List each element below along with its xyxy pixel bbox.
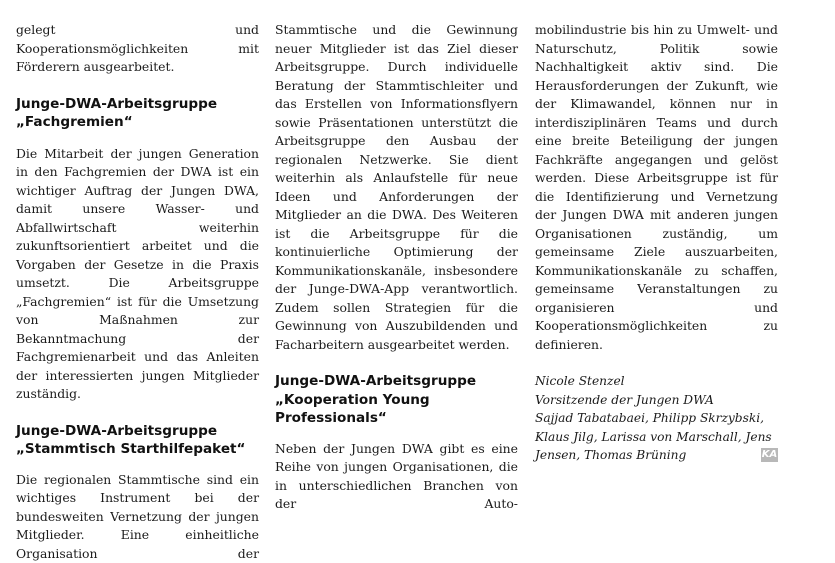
signature-block (535, 372, 778, 465)
column-2 (275, 0, 518, 514)
signature-authors-line1: Sajjad Tabatabaei, Philipp Skrzybski, (535, 409, 778, 428)
heading-fachgremien-line2: „Fachgremien“ (16, 113, 259, 132)
paragraph-fachgremien: Die Mitarbeit der jungen Generation in den Fachgremien der DWA ist ein wichtiger Auftrag der Jungen DWA, damit unsere Wasser- und Abfallwirtschaft weiterhin zukunftsorientiert arbeitet und die Vorgaben der Gesetze in die Praxis umsetzt. Die Arbeitsgruppe „Fachgremien“ ist für die Umsetzung von Maßnahmen zur Bekanntmachung der Fachgremienarbeit und das Anleiten der interessierten jungen Mitglieder zuständig. (16, 145, 259, 404)
heading-kooperation-line2: „Kooperation Young (275, 391, 518, 410)
heading-stammtisch-line2: „Stammtisch Starthilfepaket“ (16, 440, 259, 459)
ka-logo: KA (761, 448, 778, 462)
signature-authors-line2: Klaus Jilg, Larissa von Marschall, Jens (535, 428, 778, 447)
column-3 (535, 0, 778, 465)
signature-authors-line3 (535, 446, 778, 465)
paragraph-kooperation: Neben der Jungen DWA gibt es eine Reihe von jungen Organisationen, die in unterschiedlichen Branchen von der Auto- (275, 440, 518, 514)
heading-stammtisch-line1: Junge-DWA-Arbeitsgruppe (16, 422, 259, 441)
heading-kooperation-line1: Junge-DWA-Arbeitsgruppe (275, 372, 518, 391)
intro-paragraph: gelegt und Kooperationsmöglichkeiten mit Förderern ausgearbeitet. (16, 21, 259, 77)
heading-fachgremien-line1: Junge-DWA-Arbeitsgruppe (16, 95, 259, 114)
heading-kooperation-line3: Professionals“ (275, 409, 518, 428)
signature-role: Vorsitzende der Jungen DWA (535, 391, 778, 410)
signature-authors-line3-text: Jensen, Thomas Brüning (535, 448, 686, 462)
paragraph-kooperation-continued: mobilindustrie bis hin zu Umwelt- und Naturschutz, Politik sowie Nachhaltigkeit aktiv sind. Die Herausforderungen der Zukunft, wie der Klimawandel, können nur in interdisziplinären Teams und durch eine breite Beteiligung der jungen Fachkräfte angegangen und gelöst werden. Diese Arbeitsgruppe ist für die Identifizierung und Vernetzung der Jungen DWA mit anderen jungen Organisationen zuständig, um gemeinsame Ziele auszuarbeiten, Kommunikationskanäle zu schaffen, gemeinsame Veranstaltungen zu organisieren und Kooperationsmöglichkeiten zu definieren. (535, 21, 778, 354)
paragraph-stammtisch-continued: Stammtische und die Gewinnung neuer Mitglieder ist das Ziel dieser Arbeitsgruppe. Durch individuelle Beratung der Stammtischleiter und das Erstellen von Informationsflyern sowie Präsentationen unterstützt die Arbeitsgruppe den Ausbau der regionalen Netzwerke. Sie dient weiterhin als Anlaufstelle für neue Ideen und Anforderungen der Mitglieder an die DWA. Des Weiteren ist die Arbeitsgruppe für die kontinuierliche Optimierung der Kommunikationskanäle, insbesondere der Junge-DWA-App verantwortlich. Zudem sollen Strategien für die Gewinnung von Auszubildenden und Facharbeitern ausgearbeitet werden. (275, 21, 518, 354)
column-1 (16, 0, 259, 563)
paragraph-stammtisch: Die regionalen Stammtische sind ein wichtiges Instrument bei der bundesweiten Vernetzung der jungen Mitglieder. Eine einheitliche Organisation der (16, 471, 259, 563)
signature-name: Nicole Stenzel (535, 372, 778, 391)
